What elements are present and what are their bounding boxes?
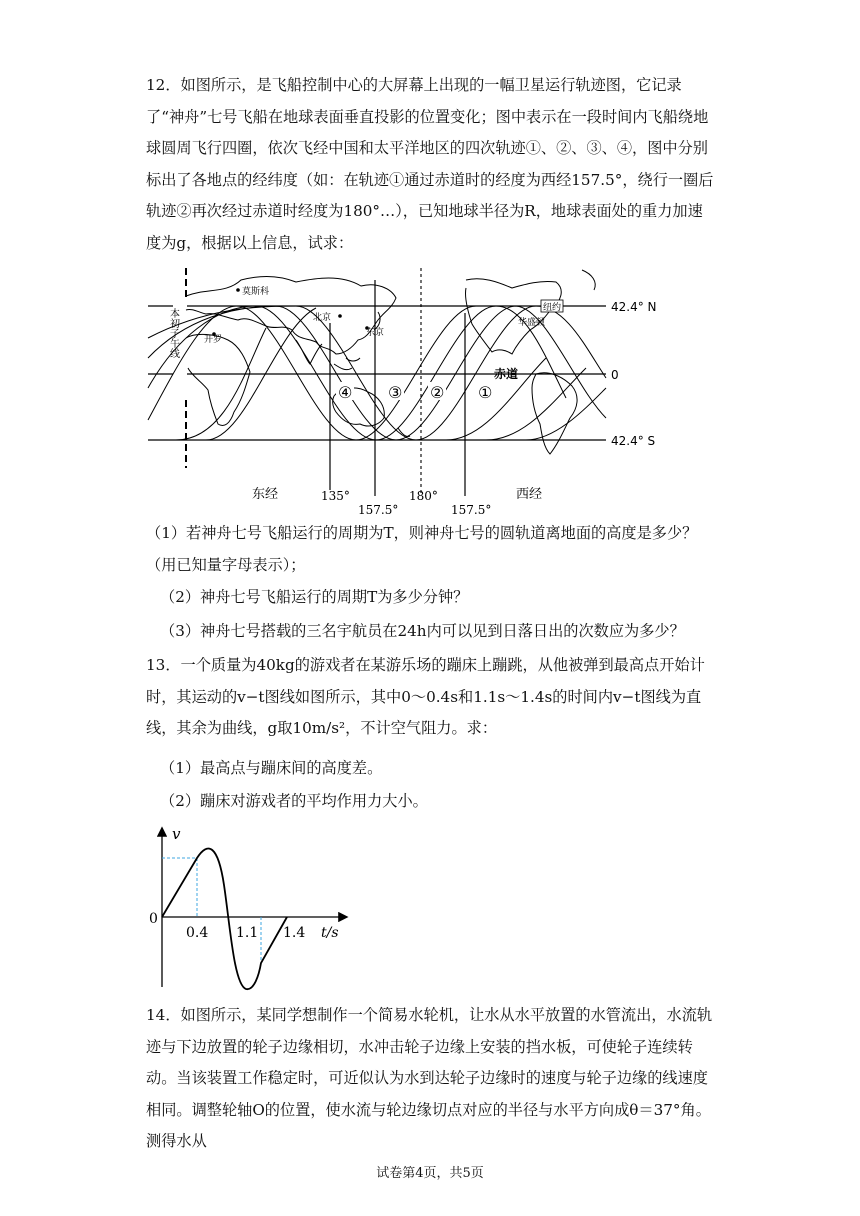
- q12-sub2: （2）神舟七号飞船运行的周期T为多少分钟？: [160, 588, 469, 606]
- q14-text: 14．如图所示，某同学想制作一个简易水轮机，让水从水平放置的水管流出，水流轨迹与下边放置的轮子边缘相切，水冲击轮子边缘上安装的挡水板，可使轮子连续转动。当该装置工作稳定时，可近似认为水到达轮子边缘时的速度与轮子边缘的线速度相同。调整轮轴O的位置，使水流与轮边缘切点对应的半径与水平方向成θ＝37°角。测得水从: [146, 1006, 713, 1150]
- t-0.4-label: 0.4: [186, 925, 209, 941]
- q12-sub1: （1）若神舟七号飞船运行的周期为T，则神舟七号的圆轨道离地面的高度是多少？（用已知量字母表示）；: [146, 524, 698, 574]
- q12-text: 12．如图所示，是飞船控制中心的大屏幕上出现的一幅卫星运行轨迹图，它记录了“神舟”七号飞船在地球表面垂直投影的位置变化；图中表示在一段时间内飞船绕地球圆周飞行四圈，依次飞经中国和太平洋地区的四次轨迹①、②、③、④，图中分别标出了各地点的经纬度（如：在轨迹①通过赤道时的经度为西经157.5°，绕行一圈后轨迹②再次经过赤道时经度为180°…），已知地球半径为R，地球表面处的重力加速度为g，根据以上信息，试求：: [146, 76, 714, 252]
- lat-north-label: 42.4° N: [611, 300, 657, 314]
- prime-meridian-label: 本初子午线: [167, 308, 179, 358]
- newyork-label: 纽约: [543, 303, 562, 313]
- lat-zero-label: 0: [611, 368, 619, 382]
- lon-180-label: 180°: [409, 489, 438, 503]
- t-axis-label: t/s: [321, 925, 339, 941]
- t-1.1-label: 1.1: [236, 925, 259, 941]
- washington-label: 华盛顿: [518, 318, 546, 328]
- east-longitude-label: 东经: [252, 487, 279, 502]
- track1-label: ①: [478, 383, 493, 402]
- cairo-label: 开罗: [204, 335, 223, 345]
- q13-sub2: （2）蹦床对游戏者的平均作用力大小。: [160, 792, 428, 810]
- t-1.4-label: 1.4: [283, 925, 306, 941]
- lon-157-east-label: 157.5°: [358, 503, 399, 514]
- beijing-label: 北京: [313, 313, 332, 323]
- track4-label: ④: [338, 383, 353, 402]
- lat-south-label: 42.4° S: [611, 434, 656, 448]
- origin-label: 0: [149, 911, 158, 927]
- orbit-map-figure: [146, 268, 666, 514]
- q13-text: 13．一个质量为40kg的游戏者在某游乐场的蹦床上蹦跳，从他被弹到最高点开始计时，其运动的v−t图线如图所示，其中0～0.4s和1.1s～1.4s的时间内v−t图线为直线，其余为曲线，g取10m/s²，不计空气阻力。求：: [146, 656, 705, 737]
- track2-label: ②: [430, 383, 445, 402]
- vt-graph-figure: [146, 825, 356, 995]
- west-longitude-label: 西经: [516, 487, 543, 502]
- track3-label: ③: [388, 383, 403, 402]
- moscow-label: 莫斯科: [242, 287, 270, 297]
- lon-135-label: 135°: [321, 489, 350, 503]
- v-axis-label: v: [172, 825, 181, 843]
- tokyo-label: 东京: [366, 328, 385, 338]
- equator-label: 赤道: [494, 367, 519, 381]
- lon-157-west-label: 157.5°: [451, 503, 492, 514]
- q12-sub3: （3）神舟七号搭载的三名宇航员在24h内可以见到日落日出的次数应为多少？: [160, 622, 685, 640]
- page-footer: 试卷第4页，共5页: [376, 1166, 484, 1181]
- q13-sub1: （1）最高点与蹦床间的高度差。: [160, 759, 383, 777]
